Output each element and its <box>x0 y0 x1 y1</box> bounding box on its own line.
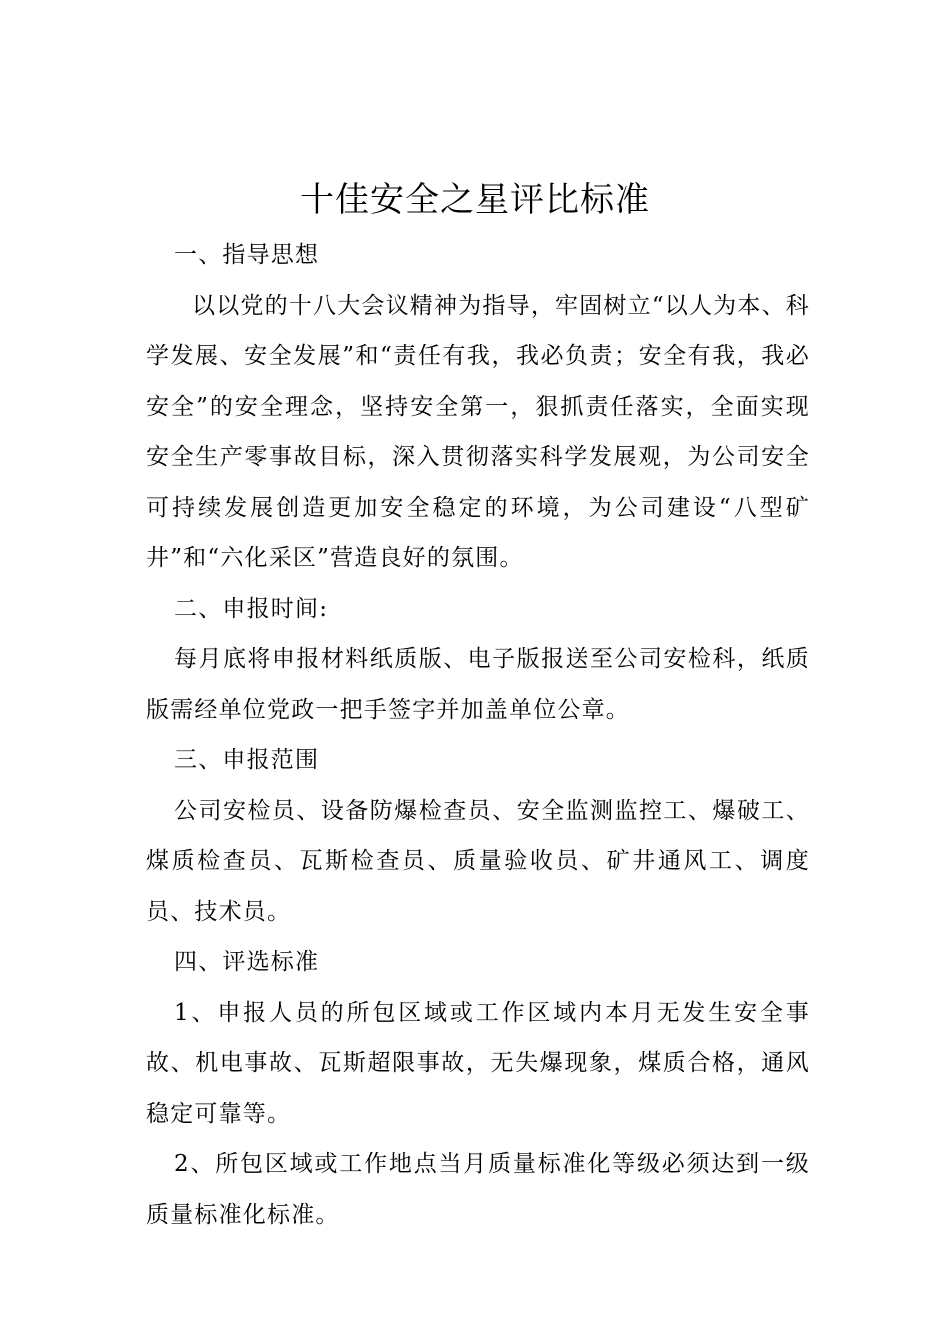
section-body-application-time: 每月底将申报材料纸质版、电子版报送至公司安检科，纸质版需经单位党政一把手签字并加盖单位公章。 <box>146 646 810 723</box>
criteria-item-1: 1、申报人员的所包区域或工作区域内本月无发生安全事故、机电事故、瓦斯超限事故，无失爆现象，煤质合格，通风稳定可靠等。 <box>146 999 810 1127</box>
section-heading-application-time: 二、申报时间: <box>174 595 329 622</box>
section-heading-application-scope: 三、申报范围 <box>174 747 320 773</box>
section-heading-guiding-ideology: 一、指导思想 <box>174 242 320 268</box>
section-heading-selection-criteria: 四、评选标准 <box>174 949 320 975</box>
section-body-application-scope: 公司安检员、设备防爆检查员、安全监测监控工、爆破工、煤质检查员、瓦斯检查员、质量验收员、矿井通风工、调度员、技术员。 <box>146 797 810 925</box>
document-body <box>146 230 810 1240</box>
document-title: 十佳安全之星评比标准 <box>300 180 650 220</box>
section-body-guiding-ideology: 以以党的十八大会议精神为指导，牢固树立“以人为本、科学发展、安全发展”和“责任有我，我必负责；安全有我，我必安全”的安全理念，坚持安全第一，狠抓责任落实，全面实现安全生产零事故目标，深入贯彻落实科学发展观，为公司安全可持续发展创造更加安全稳定的环境，为公司建设“八型矿井”和“六化采区”营造良好的氛围。 <box>146 292 810 571</box>
criteria-item-2: 2、所包区域或工作地点当月质量标准化等级必须达到一级质量标准化标准。 <box>146 1151 810 1228</box>
